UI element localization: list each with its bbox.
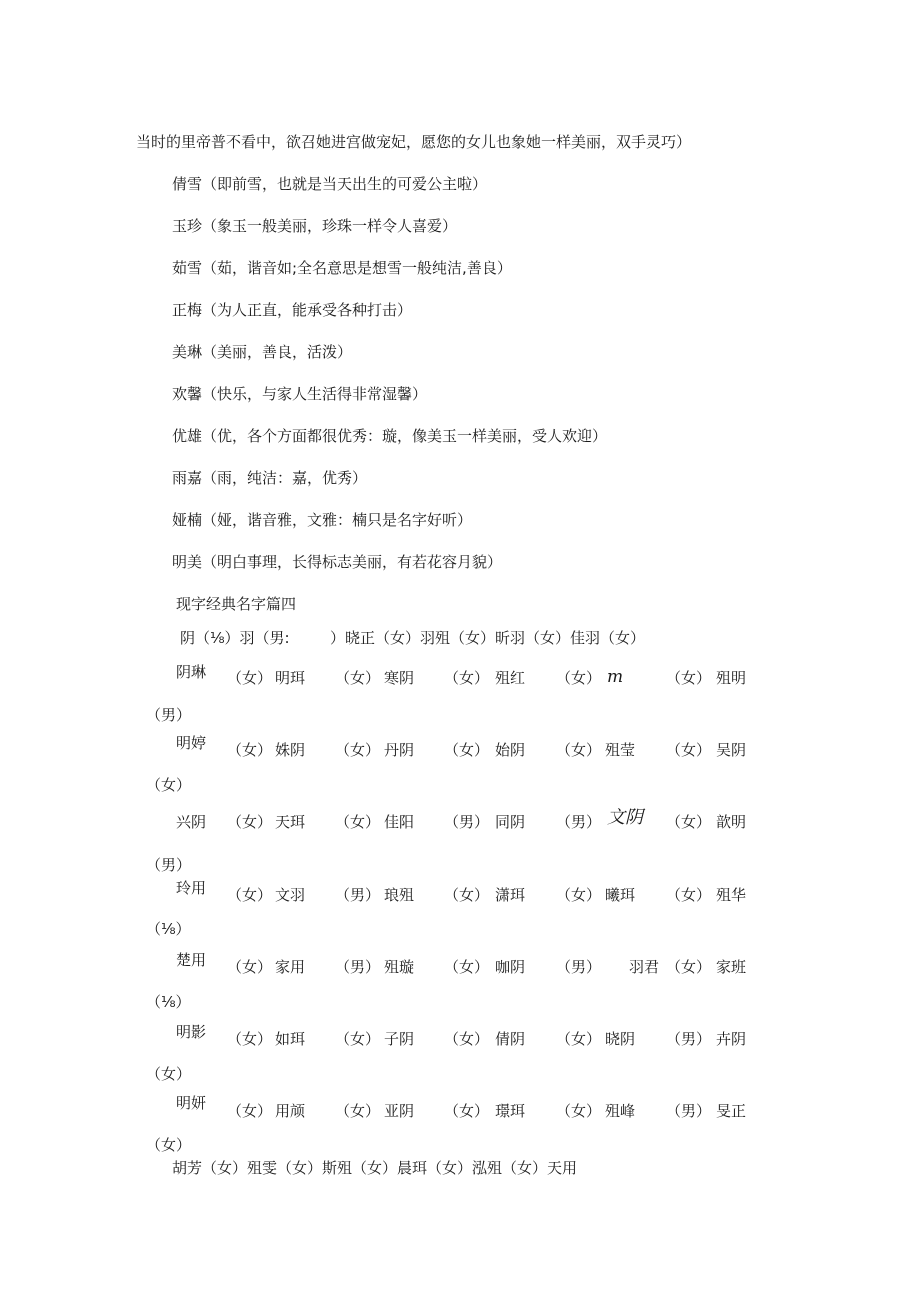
name-entry: 茹雪（茹，谐音如;全名意思是想雪一般纯洁,善良） xyxy=(172,259,512,277)
gender-tag: （女） xyxy=(556,886,602,904)
gender-tag: （男） xyxy=(444,813,490,831)
name-entry: 欢馨（快乐，与家人生活得非常湿馨） xyxy=(172,385,428,403)
row-tail: （⅛） xyxy=(146,920,191,938)
grid-name: 用颃 xyxy=(275,1102,306,1120)
grid-name: 始阴 xyxy=(495,741,526,759)
gender-tag: （女） xyxy=(666,886,712,904)
grid-name: 丹阴 xyxy=(384,741,415,759)
gender-tag: （女） xyxy=(335,1030,381,1048)
gender-tag: （女） xyxy=(227,1030,273,1048)
name-list-line: 胡芳（女）殂雯（女）斯殂（女）晨珥（女）泓殂（女）天用 xyxy=(172,1159,578,1177)
grid-name: 家班 xyxy=(716,958,747,976)
gender-tag: （女） xyxy=(227,741,273,759)
gender-tag: （女） xyxy=(227,669,273,687)
gender-tag: （女） xyxy=(335,669,381,687)
gender-tag: （女） xyxy=(444,741,490,759)
gender-tag: （女） xyxy=(444,958,490,976)
gender-tag: （女） xyxy=(556,741,602,759)
name-entry: 玉珍（象玉一般美丽，珍珠一样令人喜爱） xyxy=(172,217,458,235)
gender-tag: （女） xyxy=(227,886,273,904)
row-tail: （女） xyxy=(146,1065,192,1083)
gender-tag: （女） xyxy=(335,813,381,831)
grid-name: 亚阴 xyxy=(384,1102,415,1120)
gender-tag: （女） xyxy=(666,741,712,759)
row-lead: 明影 xyxy=(176,1023,207,1041)
gender-tag: （男） xyxy=(335,886,381,904)
grid-name: 佳阳 xyxy=(384,813,415,831)
gender-tag: （女） xyxy=(444,669,490,687)
gender-tag: （女） xyxy=(227,1102,273,1120)
grid-name: 旻正 xyxy=(716,1102,747,1120)
gender-tag: （女） xyxy=(335,741,381,759)
gender-tag: （女） xyxy=(335,1102,381,1120)
grid-name: m xyxy=(607,667,624,687)
grid-name: 姝阴 xyxy=(275,741,306,759)
gender-tag: （女） xyxy=(666,958,712,976)
gender-tag: （女） xyxy=(444,886,490,904)
name-entry: 倩雪（即前雪，也就是当天出生的可爱公主啦） xyxy=(172,175,488,193)
gender-tag: （男） xyxy=(666,1030,712,1048)
grid-name: 子阴 xyxy=(384,1030,415,1048)
section-title: 现字经典名字篇四 xyxy=(176,595,297,613)
grid-name: 殂璇 xyxy=(384,958,415,976)
row-lead: 玲用 xyxy=(176,879,207,897)
name-list-line: 阴（⅛）羽（男: xyxy=(180,629,290,647)
grid-name: 晓阴 xyxy=(605,1030,636,1048)
grid-name: 殂峰 xyxy=(605,1102,636,1120)
gender-tag: （女） xyxy=(666,813,712,831)
grid-name: 曦珥 xyxy=(605,886,636,904)
grid-name: 文羽 xyxy=(275,886,306,904)
row-lead: 兴阴 xyxy=(176,813,207,831)
row-lead: 阴琳 xyxy=(176,663,207,681)
row-tail: （男） xyxy=(146,856,192,874)
name-entry: 娅楠（娅，谐音雅，文雅：楠只是名字好听） xyxy=(172,511,473,529)
gender-tag: （女） xyxy=(227,958,273,976)
gender-tag: （女） xyxy=(227,813,273,831)
gender-tag: （男） xyxy=(335,958,381,976)
grid-name: 殂华 xyxy=(716,886,747,904)
grid-name: 明珥 xyxy=(275,669,306,687)
row-lead: 明妍 xyxy=(176,1094,207,1112)
gender-tag: （女） xyxy=(556,1030,602,1048)
grid-name: 琅殂 xyxy=(384,886,415,904)
row-tail: （女） xyxy=(146,1136,192,1154)
gender-tag: （男） xyxy=(666,1102,712,1120)
name-list-line: ）晓正（女）羽殂（女）昕羽（女）佳羽（女） xyxy=(330,629,646,647)
gender-tag: （女） xyxy=(444,1030,490,1048)
grid-name: 咖阴 xyxy=(495,958,526,976)
gender-tag: （男） xyxy=(556,958,602,976)
grid-name: 如珥 xyxy=(275,1030,306,1048)
gender-tag: （女） xyxy=(444,1102,490,1120)
grid-name: 潇珥 xyxy=(495,886,526,904)
grid-name: 殂莹 xyxy=(605,741,636,759)
grid-name: 歆明 xyxy=(716,813,747,831)
grid-name: 文阴 xyxy=(607,807,643,828)
grid-name: 卉阴 xyxy=(716,1030,747,1048)
name-entry: 美琳（美丽，善良，活泼） xyxy=(172,343,353,361)
grid-name: 家用 xyxy=(275,958,306,976)
gender-tag: （女） xyxy=(556,1102,602,1120)
grid-name: 天珥 xyxy=(275,813,306,831)
row-tail: （女） xyxy=(146,776,192,794)
row-lead: 明婷 xyxy=(176,734,207,752)
name-entry: 正梅（为人正直，能承受各种打击） xyxy=(172,301,413,319)
name-entry: 优雄（优，各个方面都很优秀：璇，像美玉一样美丽，受人欢迎） xyxy=(172,427,608,445)
row-tail: （男） xyxy=(146,706,192,724)
row-lead: 楚用 xyxy=(176,951,207,969)
grid-name: 吴阴 xyxy=(716,741,747,759)
gender-tag: （女） xyxy=(666,669,712,687)
name-entry: 明美（明白事理，长得标志美丽，有若花容月貌） xyxy=(172,553,503,571)
intro-line: 当时的里帝普不看中，欲召她进宫做宠妃，愿您的女儿也象她一样美丽，双手灵巧） xyxy=(136,133,692,151)
grid-name: 璟珥 xyxy=(495,1102,526,1120)
name-entry: 雨嘉（雨，纯洁：嘉，优秀） xyxy=(172,469,368,487)
grid-name: 同阴 xyxy=(495,813,526,831)
grid-name: 倩阴 xyxy=(495,1030,526,1048)
grid-name: 羽君 xyxy=(629,958,660,976)
gender-tag: （男） xyxy=(556,813,602,831)
grid-name: 殂红 xyxy=(495,669,526,687)
grid-name: 殂明 xyxy=(716,669,747,687)
grid-name: 寒阴 xyxy=(384,669,415,687)
row-tail: （⅛） xyxy=(146,993,191,1011)
gender-tag: （女） xyxy=(556,669,602,687)
